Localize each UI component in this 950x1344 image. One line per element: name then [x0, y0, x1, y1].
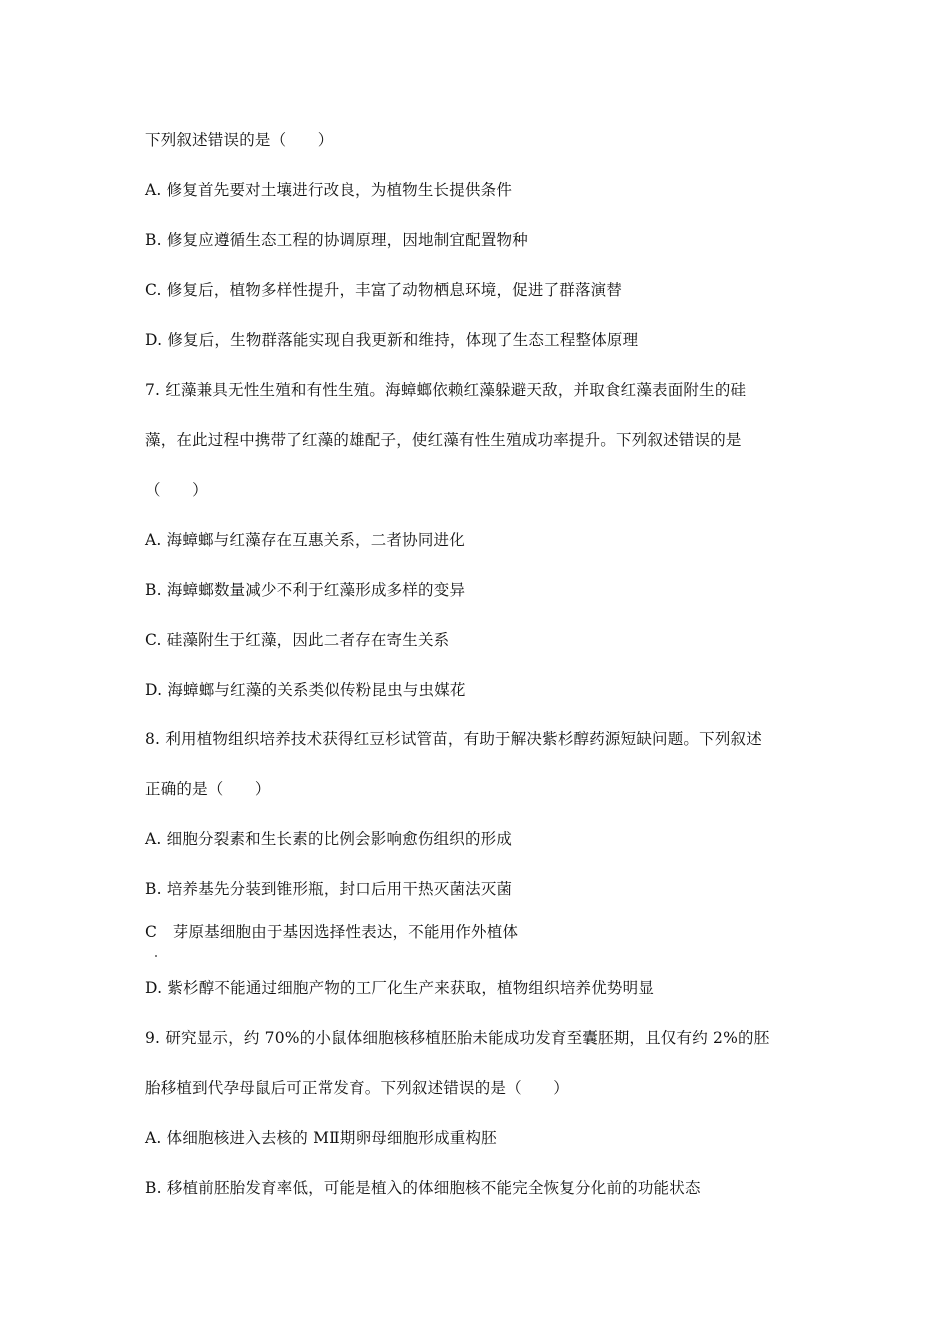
q6-option-c: C. 修复后，植物多样性提升，丰富了动物栖息环境，促进了群落演替 — [145, 281, 623, 299]
q7-option-b: B. 海蟑螂数量减少不利于红藻形成多样的变异 — [145, 581, 466, 599]
q6-stem: 下列叙述错误的是（ ） — [145, 131, 334, 149]
stray-dot-mark — [155, 955, 157, 957]
q8-option-a: A. 细胞分裂素和生长素的比例会影响愈伤组织的形成 — [145, 830, 513, 848]
q7-stem-line-2: 藻，在此过程中携带了红藻的雄配子，使红藻有性生殖成功率提升。下列叙述错误的是 — [145, 431, 742, 449]
q8-option-c: C 芽原基细胞由于基因选择性表达，不能用作外植体 — [145, 923, 519, 941]
q9-stem-line-2: 胎移植到代孕母鼠后可正常发育。下列叙述错误的是（ ） — [145, 1079, 569, 1097]
q9-option-a: A. 体细胞核进入去核的 MⅡ期卵母细胞形成重构胚 — [145, 1129, 497, 1147]
q6-option-b: B. 修复应遵循生态工程的协调原理，因地制宜配置物种 — [145, 231, 528, 249]
q7-stem-line-1: 7. 红藻兼具无性生殖和有性生殖。海蟑螂依赖红藻躲避天敌，并取食红藻表面附生的硅 — [145, 381, 747, 399]
q8-option-b: B. 培养基先分装到锥形瓶，封口后用干热灭菌法灭菌 — [145, 880, 513, 898]
q7-stem-line-3: （ ） — [145, 481, 208, 499]
q8-stem-line-2: 正确的是（ ） — [145, 780, 271, 798]
q9-stem-line-1: 9. 研究显示，约 70%的小鼠体细胞核移植胚胎未能成功发育至囊胚期，且仅有约 2%的胚 — [145, 1029, 770, 1047]
q6-option-a: A. 修复首先要对土壤进行改良，为植物生长提供条件 — [145, 181, 513, 199]
q7-option-d: D. 海蟑螂与红藻的关系类似传粉昆虫与虫媒花 — [145, 681, 466, 699]
q7-option-c: C. 硅藻附生于红藻，因此二者存在寄生关系 — [145, 631, 450, 649]
q6-option-d: D. 修复后，生物群落能实现自我更新和维持，体现了生态工程整体原理 — [145, 331, 639, 349]
q8-stem-line-1: 8. 利用植物组织培养技术获得红豆杉试管苗，有助于解决紫杉醇药源短缺问题。下列叙述 — [145, 730, 762, 748]
q9-option-b: B. 移植前胚胎发育率低，可能是植入的体细胞核不能完全恢复分化前的功能状态 — [145, 1179, 701, 1197]
q7-option-a: A. 海蟑螂与红藻存在互惠关系，二者协同进化 — [145, 531, 465, 549]
q8-option-d: D. 紫杉醇不能通过细胞产物的工厂化生产来获取，植物组织培养优势明显 — [145, 979, 655, 997]
